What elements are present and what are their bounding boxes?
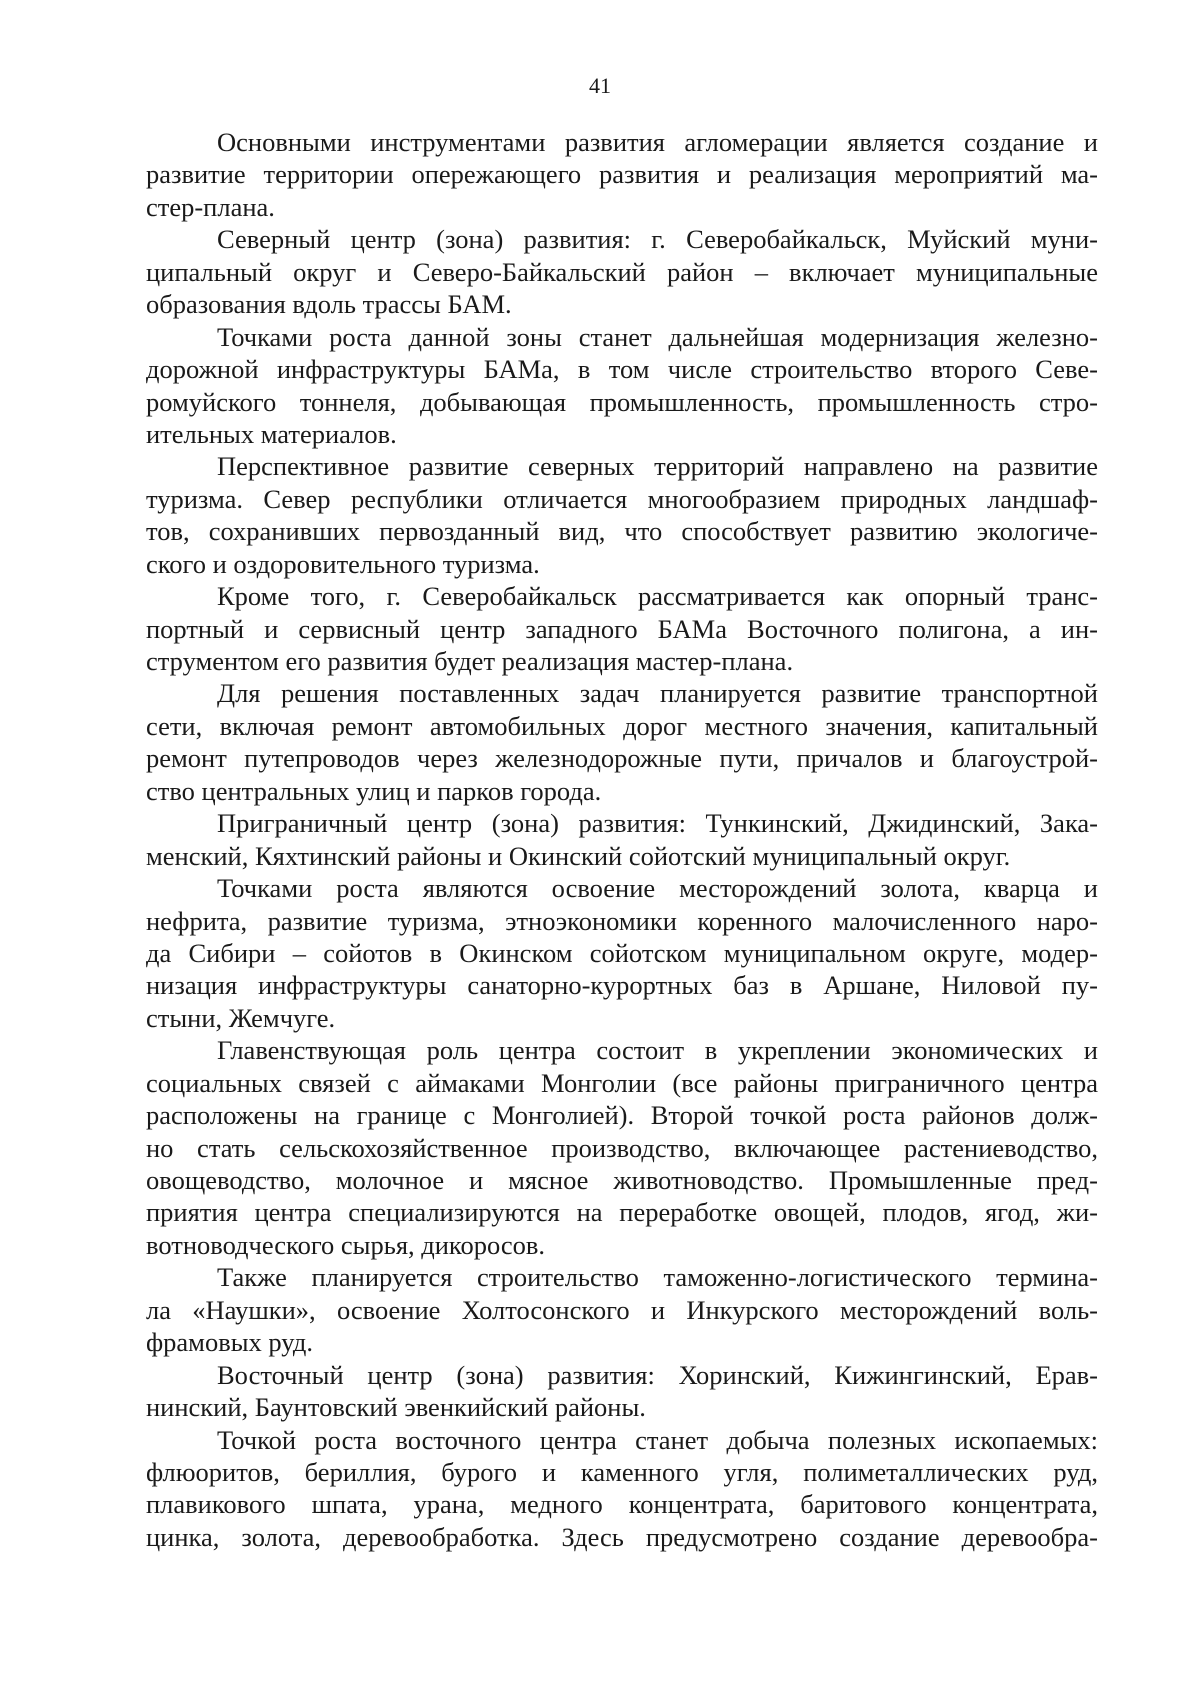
paragraph bbox=[146, 223, 1098, 320]
paragraph bbox=[146, 580, 1098, 677]
text-line: фрамовых руд. bbox=[146, 1327, 313, 1358]
text-line: ремонт путепроводов через железнодорожные пути, причалов и благоустрой- bbox=[146, 743, 1098, 774]
text-line: Перспективное развитие северных территорий направлено на развитие bbox=[217, 451, 1098, 482]
text-line: Точкой роста восточного центра станет добыча полезных ископаемых: bbox=[217, 1424, 1098, 1455]
text-line: развитие территории опережающего развития и реализация мероприятий ма- bbox=[146, 159, 1098, 190]
text-line: Точками роста данной зоны станет дальнейшая модернизация железно- bbox=[217, 321, 1098, 352]
text-line: приятия центра специализируются на переработке овощей, плодов, ягод, жи- bbox=[146, 1197, 1098, 1228]
text-line: стер-плана. bbox=[146, 191, 275, 222]
text-line: но стать сельскохозяйственное производство, включающее растениеводство, bbox=[146, 1132, 1098, 1163]
paragraph bbox=[146, 1261, 1098, 1358]
text-line: флюоритов, бериллия, бурого и каменного угля, полиметаллических руд, bbox=[146, 1456, 1098, 1487]
text-line: портный и сервисный центр западного БАМа Восточного полигона, а ин- bbox=[146, 613, 1098, 644]
text-line: ромуйского тоннеля, добывающая промышленность, промышленность стро- bbox=[146, 386, 1098, 417]
paragraph bbox=[146, 807, 1098, 872]
paragraph bbox=[146, 1424, 1098, 1554]
paragraph bbox=[146, 321, 1098, 451]
text-line: ство центральных улиц и парков города. bbox=[146, 775, 602, 806]
text-line: образования вдоль трассы БАМ. bbox=[146, 289, 512, 320]
paragraph bbox=[146, 450, 1098, 580]
paragraph bbox=[146, 1359, 1098, 1424]
text-line: менский, Кяхтинский районы и Окинский сойотский муниципальный округ. bbox=[146, 840, 1011, 871]
text-line: ского и оздоровительного туризма. bbox=[146, 548, 540, 579]
paragraph bbox=[146, 1034, 1098, 1261]
text-line: струментом его развития будет реализация мастер-плана. bbox=[146, 646, 794, 676]
document-body bbox=[146, 126, 1098, 1553]
text-line: расположены на границе с Монголией). Второй точкой роста районов долж- bbox=[146, 1100, 1098, 1131]
text-line: да Сибири – сойотов в Окинском сойотском муниципальном округе, модер- bbox=[146, 937, 1098, 968]
text-line: дорожной инфраструктуры БАМа, в том числе строительство второго Севе- bbox=[146, 354, 1098, 385]
page-number: 41 bbox=[589, 73, 611, 98]
text-line: Точками роста являются освоение месторождений золота, кварца и bbox=[217, 873, 1098, 904]
text-line: Для решения поставленных задач планируется развитие транспортной bbox=[217, 678, 1098, 709]
text-line: социальных связей с аймаками Монголии (все районы приграничного центра bbox=[146, 1067, 1098, 1098]
text-line: Восточный центр (зона) развития: Хоринский, Кижингинский, Ерав- bbox=[217, 1359, 1098, 1390]
text-line: Главенствующая роль центра состоит в укреплении экономических и bbox=[217, 1035, 1098, 1066]
text-line: сети, включая ремонт автомобильных дорог местного значения, капитальный bbox=[146, 710, 1098, 741]
text-line: нефрита, развитие туризма, этноэкономики коренного малочисленного наро- bbox=[146, 905, 1098, 936]
text-line: стыни, Жемчуге. bbox=[146, 1002, 336, 1033]
text-line: низация инфраструктуры санаторно-курортных баз в Аршане, Ниловой пу- bbox=[146, 970, 1098, 1001]
text-line: овощеводство, молочное и мясное животноводство. Промышленные пред- bbox=[146, 1165, 1098, 1195]
text-line: плавикового шпата, урана, медного концентрата, баритового концентрата, bbox=[146, 1489, 1098, 1520]
text-line: цинка, золота, деревообработка. Здесь предусмотрено создание деревообра- bbox=[146, 1521, 1098, 1552]
text-line: Кроме того, г. Северобайкальск рассматривается как опорный транс- bbox=[217, 581, 1098, 612]
text-line: Приграничный центр (зона) развития: Тункинский, Джидинский, Зака- bbox=[217, 808, 1098, 839]
paragraph bbox=[146, 677, 1098, 807]
paragraph bbox=[146, 126, 1098, 223]
text-line: нинский, Баунтовский эвенкийский районы. bbox=[146, 1392, 646, 1423]
text-line: туризма. Север республики отличается многообразием природных ландшаф- bbox=[146, 483, 1098, 514]
text-line: Также планируется строительство таможенно-логистического термина- bbox=[217, 1262, 1098, 1293]
text-line: Северный центр (зона) развития: г. Северобайкальск, Муйский муни- bbox=[217, 224, 1098, 255]
text-line: ципальный округ и Северо-Байкальский район – включает муниципальные bbox=[146, 256, 1098, 287]
text-line: вотноводческого сырья, дикоросов. bbox=[146, 1229, 546, 1260]
text-line: ла «Наушки», освоение Холтосонского и Инкурского месторождений воль- bbox=[146, 1294, 1098, 1325]
paragraph bbox=[146, 872, 1098, 1034]
text-line: Основными инструментами развития агломерации является создание и bbox=[217, 127, 1098, 157]
text-line: тов, сохранивших первозданный вид, что способствует развитию экологиче- bbox=[146, 516, 1098, 547]
text-line: ительных материалов. bbox=[146, 418, 397, 449]
